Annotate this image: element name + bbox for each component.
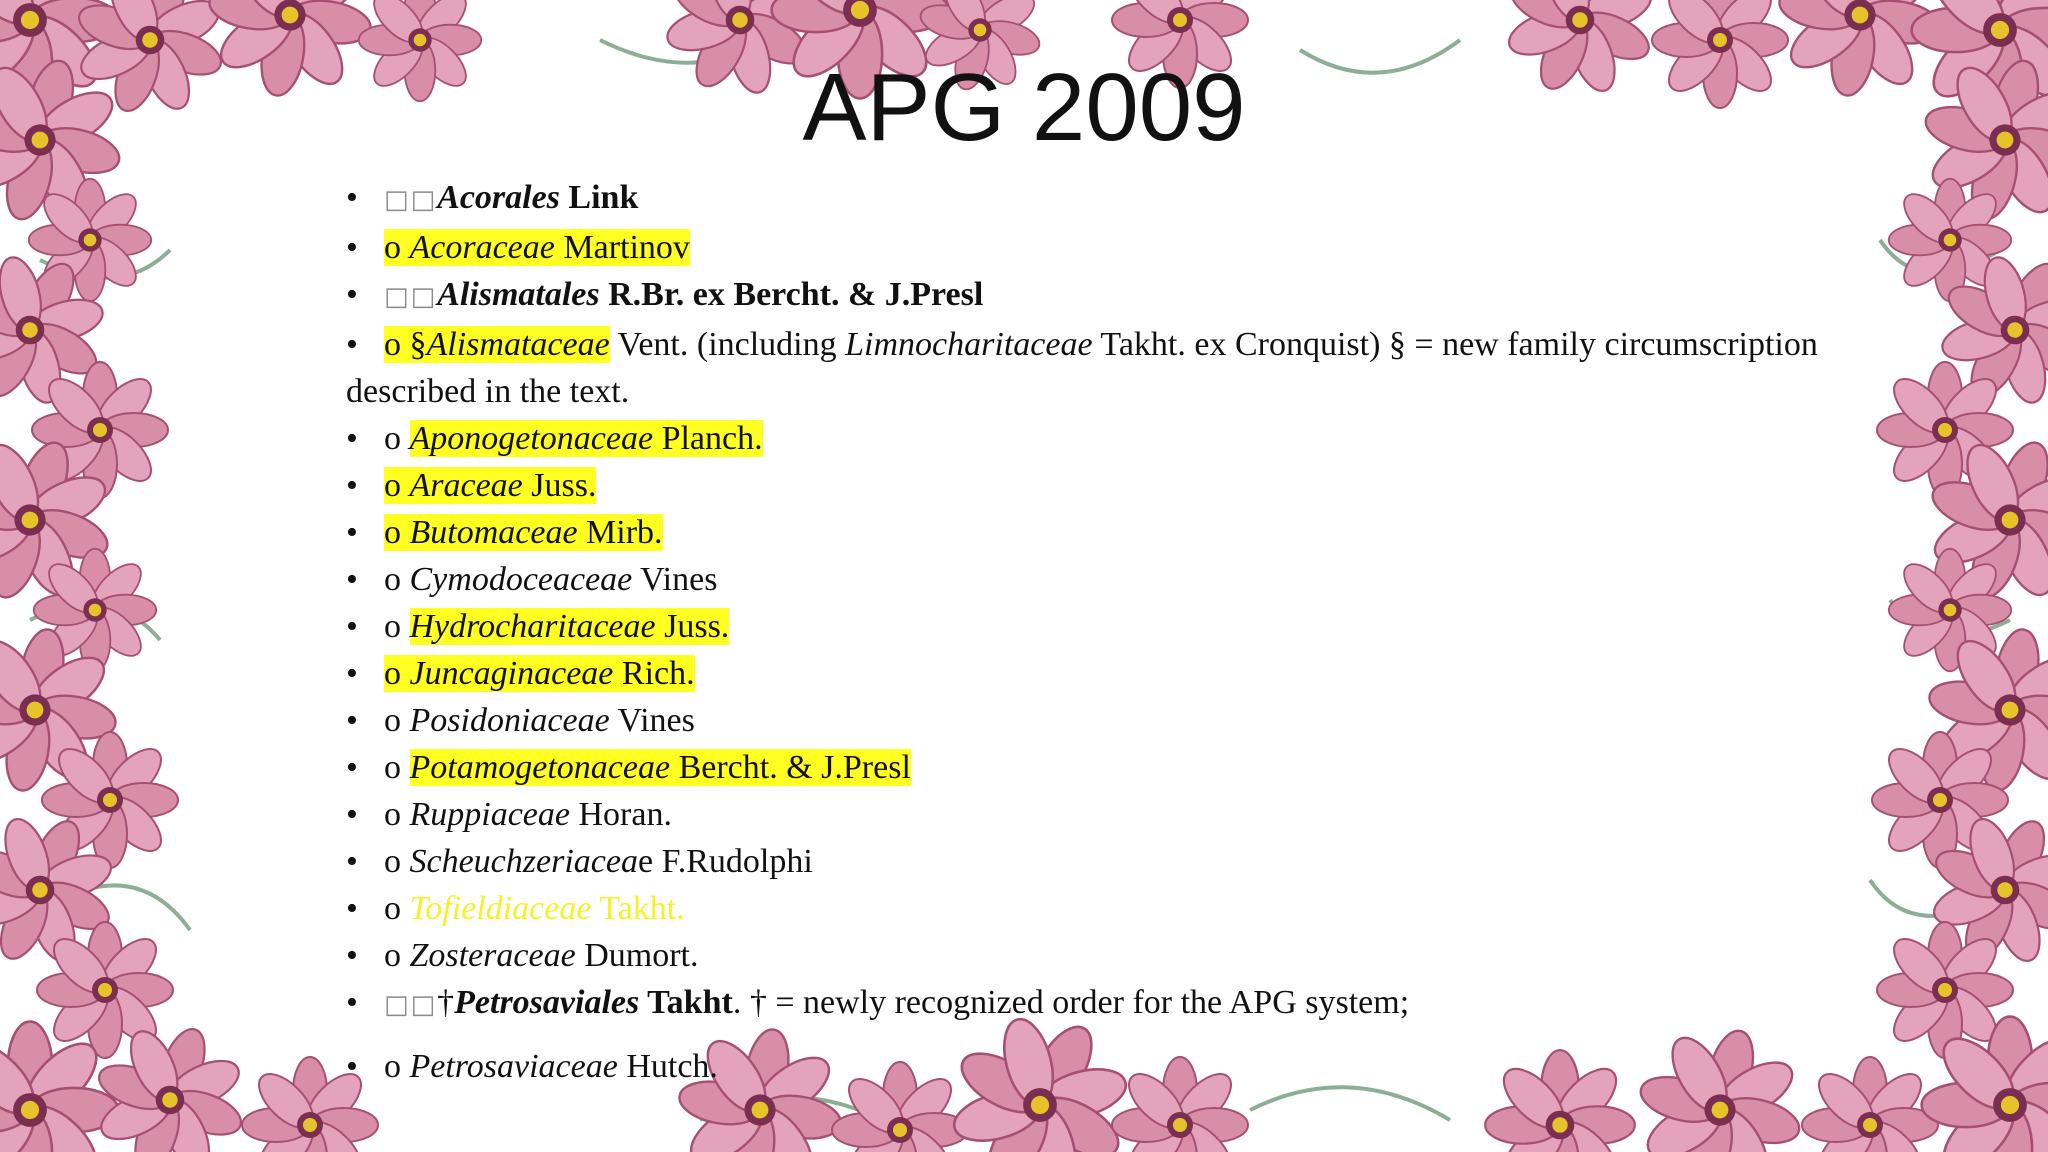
family-name-tail: e xyxy=(637,843,654,880)
family-marker: o xyxy=(384,796,410,833)
family-author: Planch. xyxy=(653,420,763,457)
family-marker: o xyxy=(384,702,410,739)
family-name: Alismataceae xyxy=(426,326,610,363)
family-marker: o xyxy=(384,655,410,692)
highlighted-entry xyxy=(410,749,911,786)
highlighted-entry xyxy=(384,229,690,266)
order-author: Takht xyxy=(639,984,733,1021)
highlighted-entry xyxy=(384,467,596,504)
list-item-aponogetonaceae xyxy=(346,415,1866,462)
family-author: Vines xyxy=(609,702,695,739)
family-marker: o xyxy=(384,749,410,786)
highlighted-entry xyxy=(384,326,610,363)
bullet: • xyxy=(346,749,358,786)
list-item-acoraceae xyxy=(346,224,1866,271)
included-family-note: Takht. ex Cronquist) § = new family circumscription xyxy=(1092,326,1818,363)
bullet: • xyxy=(346,467,358,504)
family-marker: o xyxy=(384,420,410,457)
order-author: Link xyxy=(559,179,639,216)
family-author: Vent. (including xyxy=(609,326,846,363)
list-item-posidoniaceae xyxy=(346,697,1866,744)
list-item-petrosaviales xyxy=(346,979,1866,1029)
family-author: Vines xyxy=(632,561,718,598)
family-name: Cymodoceaceae xyxy=(409,561,633,598)
family-marker: o xyxy=(384,890,410,927)
dagger-symbol: † xyxy=(437,984,455,1021)
order-name: Alismatales xyxy=(437,276,600,313)
missing-glyph-boxes: □□ xyxy=(384,282,438,312)
family-name: Scheuchzeriacea xyxy=(409,843,638,880)
family-name: Zosteraceae xyxy=(409,937,576,974)
family-author: Hutch. xyxy=(617,1048,718,1085)
family-author: Mirb. xyxy=(577,514,663,551)
list-item-scheuchzeriaceae xyxy=(346,838,1866,885)
family-marker: o xyxy=(384,843,410,880)
highlighted-entry xyxy=(410,608,730,645)
bullet: • xyxy=(346,229,358,266)
family-marker: o xyxy=(384,561,410,598)
bullet: • xyxy=(346,890,358,927)
section-symbol: § xyxy=(409,326,427,363)
list-item-cymodoceaceae xyxy=(346,556,1866,603)
family-marker: o xyxy=(384,937,410,974)
bullet: • xyxy=(346,843,358,880)
pale-yellow-entry xyxy=(410,890,685,927)
family-author: Bercht. & J.Presl xyxy=(670,749,911,786)
family-author: Dumort. xyxy=(575,937,699,974)
family-marker: o xyxy=(384,514,410,551)
family-name: Hydrocharitaceae xyxy=(409,608,656,645)
family-marker: o xyxy=(384,467,410,504)
family-marker: o xyxy=(384,608,410,645)
family-name: Acoraceae xyxy=(409,229,555,266)
family-author: F.Rudolphi xyxy=(653,843,813,880)
family-name: Petrosaviaceae xyxy=(409,1048,618,1085)
family-name: Tofieldiaceae xyxy=(409,890,592,927)
bullet: • xyxy=(346,608,358,645)
family-marker: o xyxy=(384,326,410,363)
order-author: R.Br. ex Bercht. & J.Presl xyxy=(599,276,984,313)
missing-glyph-boxes: □□ xyxy=(384,990,438,1020)
list-item-butomaceae xyxy=(346,509,1866,556)
bullet: • xyxy=(346,937,358,974)
family-author: Rich. xyxy=(613,655,695,692)
family-name: Araceae xyxy=(409,467,523,504)
bullet: • xyxy=(346,514,358,551)
family-marker: o xyxy=(384,229,410,266)
bullet: • xyxy=(346,1048,358,1085)
highlighted-entry xyxy=(384,514,663,551)
taxon-list xyxy=(346,174,1866,1090)
family-marker: o xyxy=(384,1048,410,1085)
order-name: Acorales xyxy=(437,179,560,216)
family-name: Aponogetonaceae xyxy=(409,420,654,457)
list-item-acorales xyxy=(346,174,1866,224)
bullet: • xyxy=(346,984,358,1021)
included-family-name: Limnocharitaceae xyxy=(845,326,1093,363)
highlighted-entry xyxy=(410,420,763,457)
family-author: Horan. xyxy=(570,796,672,833)
family-author: Juss. xyxy=(522,467,597,504)
list-item-alismataceae xyxy=(346,321,1866,415)
family-name: Ruppiaceae xyxy=(409,796,570,833)
list-item-araceae xyxy=(346,462,1866,509)
list-item-tofieldiaceae xyxy=(346,885,1866,932)
missing-glyph-boxes: □□ xyxy=(384,185,438,215)
family-author: Juss. xyxy=(655,608,730,645)
list-item-zosteraceae xyxy=(346,932,1866,979)
family-name: Butomaceae xyxy=(409,514,578,551)
family-author: Takht. xyxy=(591,890,685,927)
bullet: • xyxy=(346,179,358,216)
list-item-ruppiaceae xyxy=(346,791,1866,838)
list-item-hydrocharitaceae xyxy=(346,603,1866,650)
slide-title: APG 2009 xyxy=(802,54,1246,161)
bullet: • xyxy=(346,796,358,833)
order-note: . † = newly recognized order for the APG system; xyxy=(732,984,1410,1021)
bullet: • xyxy=(346,276,358,313)
bullet: • xyxy=(346,420,358,457)
order-name: Petrosaviales xyxy=(454,984,640,1021)
family-name: Posidoniaceae xyxy=(409,702,610,739)
bullet: • xyxy=(346,655,358,692)
list-item-petrosaviaceae xyxy=(346,1043,1866,1090)
list-item-juncaginaceae xyxy=(346,650,1866,697)
bullet: • xyxy=(346,702,358,739)
family-author: Martinov xyxy=(554,229,690,266)
highlighted-entry xyxy=(384,655,695,692)
list-item-potamogetonaceae xyxy=(346,744,1866,791)
list-item-alismatales xyxy=(346,271,1866,321)
bullet: • xyxy=(346,326,358,363)
family-name: Potamogetonaceae xyxy=(409,749,671,786)
bullet: • xyxy=(346,561,358,598)
family-name: Juncaginaceae xyxy=(409,655,614,692)
continuation-text: described in the text. xyxy=(346,373,630,410)
